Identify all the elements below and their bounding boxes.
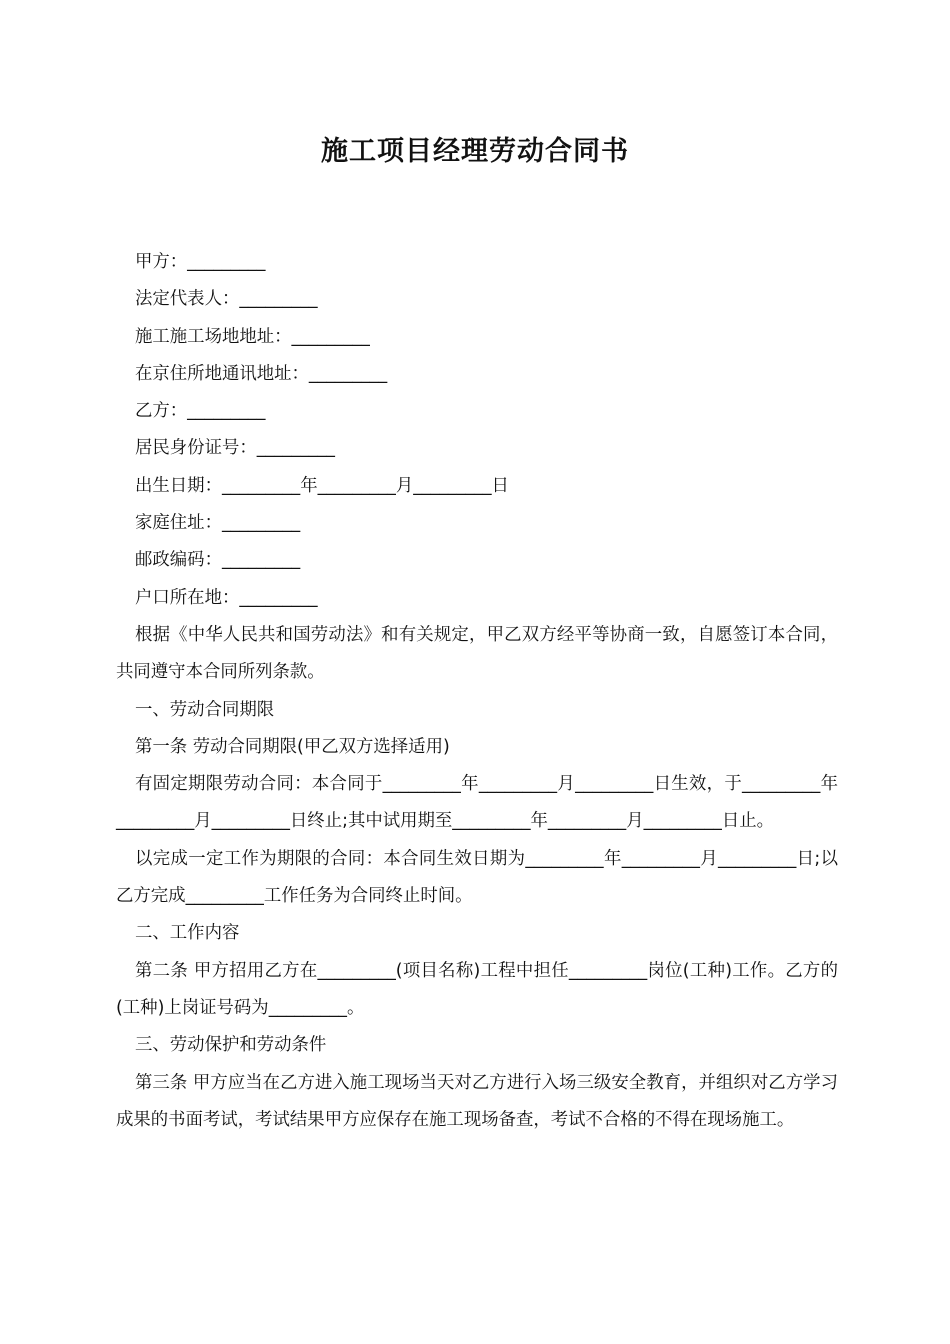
fixed-term-paragraph: 有固定期限劳动合同：本合同于_________年_________月_________日生效，于_________年_________月_________日终止;其中试用期至_________年_________月_________日止。 [116,774,838,832]
party-a-line: 甲方：_________ [135,252,266,272]
home-address-line: 家庭住址：_________ [135,513,301,534]
id-number-line: 居民身份证号：_________ [135,438,335,459]
document-title: 施工项目经理劳动合同书 [321,136,629,167]
article-2: 第二条 甲方招用乙方在_________(项目名称)工程中担任_________岗位(工种)工作。乙方的(工种)上岗证号码为_________。 [116,960,838,1018]
article-3: 第三条 甲方应当在乙方进入施工现场当天对乙方进行入场三级安全教育，并组织对乙方学习成果的书面考试，考试结果甲方应保存在施工现场备查，考试不合格的不得在现场施工。 [116,1072,838,1130]
document-body [116,244,838,1139]
construction-site-address-line: 施工施工场地地址：_________ [135,326,370,347]
preamble-paragraph: 根据《中华人民共和国劳动法》和有关规定，甲乙双方经平等协商一致，自愿签订本合同，共同遵守本合同所列条款。 [116,624,838,683]
household-registration-line: 户口所在地：_________ [135,587,318,608]
article-1: 第一条 劳动合同期限(甲乙双方选择适用) [135,736,450,757]
legal-representative-line: 法定代表人：_________ [135,289,318,310]
birth-date-line: 出生日期：_________年_________月_________日 [135,475,509,496]
section-heading-2: 二、工作内容 [135,923,240,944]
section-heading-1: 一、劳动合同期限 [135,699,275,720]
beijing-address-line: 在京住所地通讯地址：_________ [135,363,388,384]
party-b-line: 乙方：_________ [135,401,266,422]
task-term-paragraph: 以完成一定工作为期限的合同：本合同生效日期为_________年_________月_________日;以乙方完成_________工作任务为合同终止时间。 [116,848,838,907]
section-heading-3: 三、劳动保护和劳动条件 [135,1035,327,1056]
postal-code-line: 邮政编码：_________ [135,550,301,571]
